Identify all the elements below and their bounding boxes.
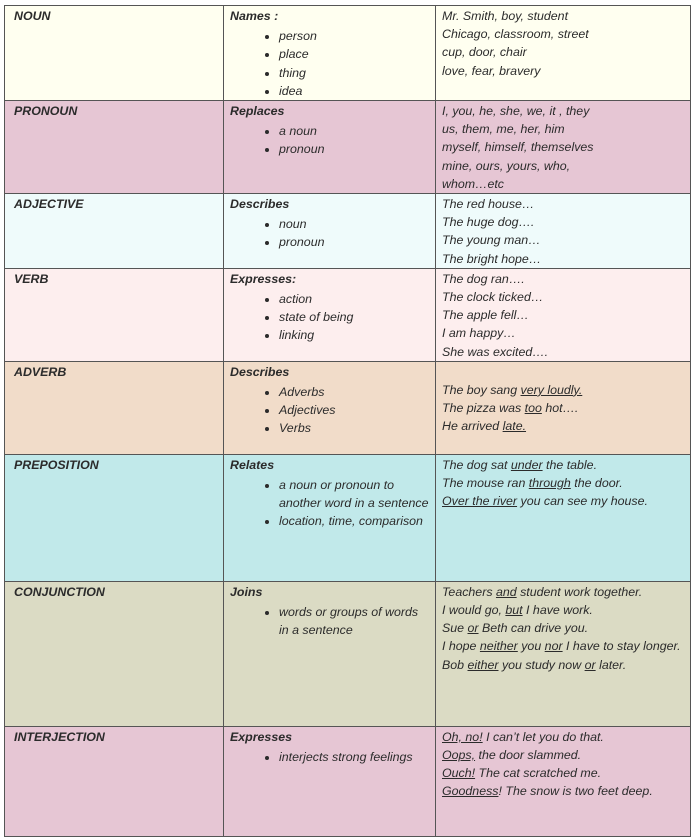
example-line: [442, 231, 684, 249]
example-text: The dog sat: [442, 457, 511, 472]
example-text: The apple fell…: [442, 308, 529, 323]
example-line: [442, 138, 684, 156]
list-item: • linking: [279, 326, 429, 344]
example-text: later.: [595, 657, 627, 672]
function-list: [230, 290, 429, 345]
examples-cell: [436, 6, 691, 101]
example-line: [442, 157, 684, 175]
function-list: [230, 748, 429, 766]
example-text: the table.: [542, 457, 598, 472]
example-text: Sue: [442, 621, 468, 636]
example-line: [442, 195, 684, 213]
example-text: I have work.: [522, 603, 593, 618]
example-text: us, them, me, her, him: [442, 122, 565, 137]
example-text: Mr. Smith, boy, student: [442, 9, 569, 23]
underlined-word: nor: [544, 639, 563, 654]
example-text: you study now: [498, 657, 585, 672]
examples-cell: [436, 194, 691, 269]
part-of-speech-cell: NOUN: [5, 6, 224, 101]
underlined-word: Oh, no!: [442, 729, 483, 744]
example-line: [442, 120, 684, 138]
example-text: I have to stay longer.: [562, 639, 681, 654]
function-cell: [224, 6, 436, 101]
list-item: • location, time, comparison: [279, 512, 429, 530]
underlined-word: or: [467, 621, 479, 636]
example-line: [442, 456, 684, 474]
table-row: [5, 6, 691, 101]
function-label: Relates: [230, 457, 275, 472]
example-text: Teachers: [442, 584, 496, 599]
examples-cell: [436, 454, 691, 581]
example-text: Beth can drive you.: [478, 621, 589, 636]
example-line: [442, 102, 684, 120]
list-item: • person: [279, 27, 429, 45]
examples-cell: [436, 268, 691, 361]
example-line: [442, 656, 684, 674]
function-cell: [224, 454, 436, 581]
part-of-speech-cell: VERB: [5, 268, 224, 361]
table-row: [5, 268, 691, 361]
example-text: The bright hope…: [442, 251, 542, 266]
function-list: [230, 27, 429, 100]
example-line: [442, 7, 684, 25]
table-row: [5, 361, 691, 454]
example-text: myself, himself, themselves: [442, 140, 594, 155]
table-row: [5, 454, 691, 581]
examples-cell: [436, 581, 691, 726]
example-text: He arrived: [442, 419, 503, 434]
underlined-word: neither: [479, 639, 518, 654]
example-line: [442, 583, 684, 601]
list-item: • action: [279, 290, 429, 308]
part-of-speech-cell: INTERJECTION: [5, 726, 224, 836]
example-text: student work together.: [516, 584, 643, 599]
example-text: The young man…: [442, 233, 541, 248]
example-text: I, you, he, she, we, it , they: [442, 104, 590, 119]
example-line: [442, 728, 684, 746]
example-text: I would go,: [442, 603, 506, 618]
underlined-word: very loudly.: [520, 382, 583, 397]
function-cell: [224, 581, 436, 726]
example-text: I can’t let you do that.: [482, 729, 604, 744]
example-line: [442, 381, 684, 399]
function-cell: [224, 194, 436, 269]
underlined-word: Oops,: [442, 748, 476, 763]
example-line: [442, 399, 684, 417]
example-text: She was excited….: [442, 344, 549, 359]
list-item: • thing: [279, 64, 429, 82]
example-text: whom…etc: [442, 176, 504, 191]
example-line: [442, 601, 684, 619]
function-label: Joins: [230, 584, 263, 599]
underlined-word: but: [505, 603, 523, 618]
example-text: Bob: [442, 657, 468, 672]
example-text: the door slammed.: [475, 748, 582, 763]
example-line: [442, 175, 684, 193]
list-item: • noun: [279, 215, 429, 233]
example-text: cup, door, chair: [442, 45, 527, 60]
example-text: Chicago, classroom, street: [442, 27, 589, 42]
table-row: [5, 101, 691, 194]
underlined-word: Ouch!: [442, 766, 476, 781]
example-line: [442, 270, 684, 288]
function-label: Expresses: [230, 729, 293, 744]
example-line: [442, 213, 684, 231]
example-line: [442, 764, 684, 782]
example-line: [442, 324, 684, 342]
underlined-word: Over the river: [442, 494, 518, 509]
part-of-speech-cell: PRONOUN: [5, 101, 224, 194]
table-row: [5, 726, 691, 836]
function-list: [230, 122, 429, 158]
example-line: [442, 417, 684, 435]
example-line: [442, 619, 684, 637]
example-text: The mouse ran: [442, 476, 529, 491]
table-row: [5, 194, 691, 269]
function-label: Replaces: [230, 104, 285, 119]
function-label: Names :: [230, 9, 279, 23]
example-text: you: [517, 639, 545, 654]
function-cell: [224, 726, 436, 836]
list-item: • state of being: [279, 308, 429, 326]
example-line: [442, 492, 684, 510]
part-of-speech-cell: ADVERB: [5, 361, 224, 454]
function-list: [230, 603, 429, 639]
example-line: [442, 637, 684, 655]
examples-cell: [436, 726, 691, 836]
function-label: Describes: [230, 364, 290, 379]
example-line: [442, 62, 684, 80]
list-item: • Adverbs: [279, 383, 429, 401]
list-item: • a noun: [279, 122, 429, 140]
function-list: [230, 383, 429, 438]
function-list: [230, 476, 429, 530]
example-text: The huge dog….: [442, 215, 535, 230]
example-text: hot….: [541, 401, 579, 416]
part-of-speech-cell: PREPOSITION: [5, 454, 224, 581]
list-item: • pronoun: [279, 233, 429, 251]
function-label: Expresses:: [230, 271, 297, 286]
example-text: I hope: [442, 639, 480, 654]
example-text: I am happy…: [442, 326, 516, 341]
example-text: The boy sang: [442, 382, 521, 397]
underlined-word: and: [495, 584, 517, 599]
list-item: • idea: [279, 82, 429, 100]
function-label: Describes: [230, 197, 290, 212]
underlined-word: too: [524, 401, 542, 416]
list-item: • a noun or pronoun to another word in a sentence: [279, 476, 429, 512]
example-line: [442, 43, 684, 61]
example-line: [442, 288, 684, 306]
example-text: ! The snow is two feet deep.: [498, 784, 653, 799]
underlined-word: either: [467, 657, 499, 672]
example-text: The dog ran….: [442, 271, 525, 286]
underlined-word: late.: [502, 419, 527, 434]
example-text: The red house…: [442, 197, 535, 212]
function-cell: [224, 268, 436, 361]
example-text: you can see my house.: [517, 494, 648, 509]
underlined-word: or: [584, 657, 596, 672]
example-line: [442, 343, 684, 361]
example-line: [442, 25, 684, 43]
underlined-word: under: [510, 457, 543, 472]
function-cell: [224, 361, 436, 454]
example-line: [442, 782, 684, 800]
examples-cell: [436, 101, 691, 194]
list-item: • interjects strong feelings: [279, 748, 429, 766]
function-list: [230, 215, 429, 251]
example-line: [442, 746, 684, 764]
example-text: love, fear, bravery: [442, 63, 541, 78]
example-text: The clock ticked…: [442, 290, 544, 305]
example-line: [442, 474, 684, 492]
parts-of-speech-table: [4, 5, 691, 837]
examples-cell: [436, 361, 691, 454]
list-item: • place: [279, 45, 429, 63]
list-item: • pronoun: [279, 140, 429, 158]
underlined-word: Goodness: [442, 784, 499, 799]
list-item: • Adjectives: [279, 401, 429, 419]
list-item: • words or groups of words in a sentence: [279, 603, 429, 639]
example-line: [442, 250, 684, 268]
example-text: The cat scratched me.: [475, 766, 602, 781]
function-cell: [224, 101, 436, 194]
list-item: • Verbs: [279, 419, 429, 437]
example-text: The pizza was: [442, 401, 525, 416]
table-row: [5, 581, 691, 726]
example-text: the door.: [570, 476, 623, 491]
example-line: [442, 306, 684, 324]
table-body: [5, 6, 691, 837]
example-text: mine, ours, yours, who,: [442, 158, 571, 173]
underlined-word: through: [528, 476, 571, 491]
part-of-speech-cell: ADJECTIVE: [5, 194, 224, 269]
part-of-speech-cell: CONJUNCTION: [5, 581, 224, 726]
